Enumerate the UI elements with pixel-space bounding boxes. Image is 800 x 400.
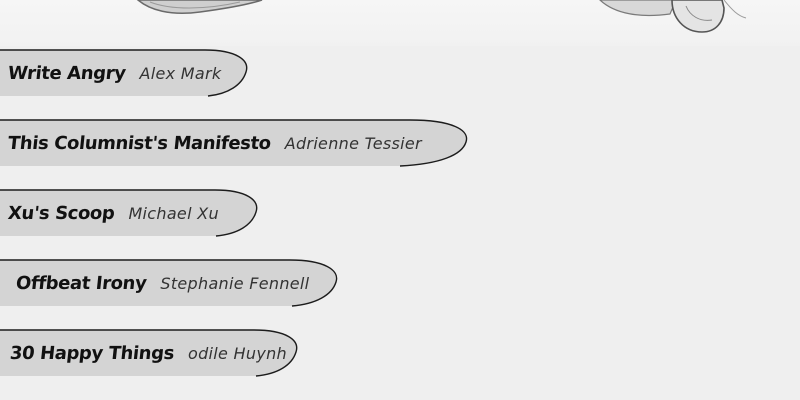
- column-author: Michael Xu: [128, 203, 219, 223]
- column-author: Alex Mark: [139, 63, 222, 83]
- column-title: Offbeat Irony: [14, 272, 148, 294]
- column-item[interactable]: [0, 118, 470, 168]
- column-title: Write Angry: [6, 62, 127, 84]
- column-title: This Columnist's Manifesto: [6, 132, 272, 154]
- column-title: 30 Happy Things: [8, 342, 176, 364]
- column-item[interactable]: [0, 258, 340, 308]
- column-item[interactable]: [0, 328, 300, 378]
- column-item[interactable]: [0, 48, 250, 98]
- columns-list: [0, 46, 800, 400]
- column-author: odile Huynh: [187, 343, 287, 363]
- column-author: Stephanie Fennell: [160, 273, 310, 293]
- column-title: Xu's Scoop: [6, 202, 116, 224]
- column-author: Adrienne Tessier: [284, 133, 422, 153]
- column-item[interactable]: [0, 188, 260, 238]
- header-sketch-image: [0, 0, 800, 46]
- pencil-sketch-illustration: [0, 0, 800, 46]
